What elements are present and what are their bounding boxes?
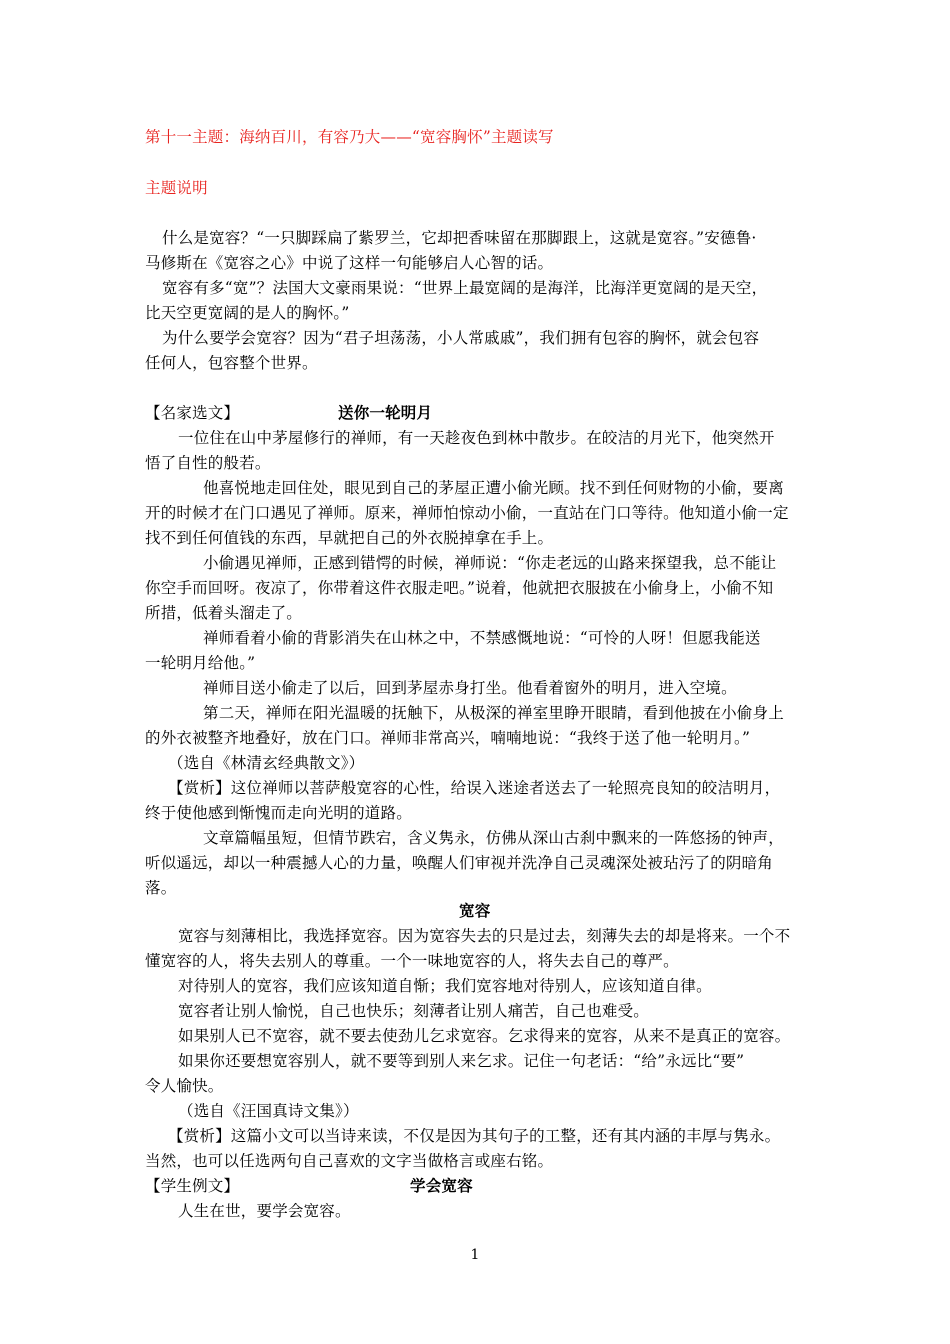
intro-line: 宽容有多“宽”？法国大文豪雨果说：“世界上最宽阔的是海洋，比海洋更宽阔的是天空， [162, 279, 768, 297]
commentary-line: 听似遥远，却以一种震撼人心的力量，唤醒人们审视并洗净自己灵魂深处被玷污了的阴暗角 [145, 854, 774, 872]
commentary-line: 【赏析】这篇小文可以当诗来读，不仅是因为其句子的工整，还有其内涵的丰厚与隽永。 [168, 1127, 781, 1145]
essay-line: 令人愉快。 [145, 1077, 224, 1095]
essay-line: 找不到任何值钱的东西，早就把自己的外衣脱掉拿在手上。 [145, 529, 554, 547]
essay-line: 如果别人已不宽容，就不要去使劲儿乞求宽容。乞求得来的宽容，从来不是真正的宽容。 [178, 1027, 791, 1045]
essay-line: 一位住在山中茅屋修行的禅师，有一天趁夜色到林中散步。在皎洁的月光下，他突然开 [178, 429, 775, 447]
commentary-line: 落。 [145, 879, 177, 897]
essay-line: 第二天，禅师在阳光温暖的抚触下，从极深的禅室里睁开眼睛，看到他披在小偷身上 [203, 704, 784, 722]
essay-line: 你空手而回呀。夜凉了，你带着这件衣服走吧。”说着，他就把衣服披在小偷身上，小偷不知 [145, 579, 774, 597]
intro-line: 为什么要学会宽容？因为“君子坦荡荡，小人常戚戚”，我们拥有包容的胸怀，就会包容 [162, 329, 760, 347]
essay-line: 如果你还要想宽容别人，就不要等到别人来乞求。记住一句老话：“给”永远比“要” [178, 1052, 745, 1070]
essay-line: 禅师看着小偷的背影消失在山林之中，不禁感慨地说：“可怜的人呀！但愿我能送 [203, 629, 761, 647]
essay-line: 宽容者让别人愉悦，自己也快乐；刻薄者让别人痛苦，自己也难受。 [178, 1002, 650, 1020]
essay-line: 一轮明月给他。” [145, 654, 256, 672]
essay-line: 对待别人的宽容，我们应该知道自惭；我们宽容地对待别人，应该知道自律。 [178, 977, 712, 995]
intro-line: 什么是宽容？“一只脚踩扁了紫罗兰，它却把香味留在那脚跟上，这就是宽容。”安德鲁· [162, 229, 757, 247]
commentary-line: 终于使他感到惭愧而走向光明的道路。 [145, 804, 412, 822]
essay-line: 悟了自性的般若。 [145, 454, 271, 472]
essay-line: 开的时候才在门口遇见了禅师。原来，禅师怕惊动小偷，一直站在门口等待。他知道小偷一定 [145, 504, 789, 522]
essay-line: 他喜悦地走回住处，眼见到自己的茅屋正遭小偷光顾。找不到任何财物的小偷，要离 [203, 479, 784, 497]
commentary-line: 【赏析】这位禅师以菩萨般宽容的心性，给误入迷途者送去了一轮照亮良知的皎洁明月， [168, 779, 781, 797]
section-subtitle: 主题说明 [145, 179, 208, 197]
essay-line: 所措，低着头溜走了。 [145, 604, 303, 622]
source-note: （选自《汪国真诗文集》） [178, 1102, 359, 1120]
section3-title: 学会宽容 [410, 1176, 473, 1195]
commentary-line: 当然，也可以任选两句自己喜欢的文字当做格言或座右铭。 [145, 1152, 554, 1170]
intro-line: 马修斯在《宽容之心》中说了这样一句能够启人心智的话。 [145, 254, 554, 272]
section2-title: 宽容 [459, 901, 491, 920]
essay-line: 懂宽容的人，将失去别人的尊重。一个一味地宽容的人，将失去自己的尊严。 [145, 952, 679, 970]
intro-line: 任何人，包容整个世界。 [145, 354, 318, 372]
page-number: 1 [470, 1247, 480, 1263]
essay-line: 禅师目送小偷走了以后，回到茅屋赤身打坐。他看着窗外的明月，进入空境。 [203, 679, 737, 697]
essay-line: 小偷遇见禅师，正感到错愕的时候，禅师说：“你走老远的山路来探望我，总不能让 [203, 554, 777, 572]
section3-header [145, 1174, 810, 1198]
section3-tag: 【学生例文】 [145, 1177, 240, 1195]
page-title: 第十一主题：海纳百川，有容乃大——“宽容胸怀”主题读写 [145, 128, 554, 146]
essay-line: 的外衣被整齐地叠好，放在门口。禅师非常高兴，喃喃地说：“我终于送了他一轮明月。” [145, 729, 751, 747]
section1-header [145, 401, 810, 425]
essay-line: 宽容与刻薄相比，我选择宽容。因为宽容失去的只是过去，刻薄失去的却是将来。一个不 [178, 927, 791, 945]
section1-tag: 【名家选文】 [145, 404, 240, 422]
commentary-line: 文章篇幅虽短，但情节跌宕，含义隽永，仿佛从深山古刹中飘来的一阵悠扬的钟声， [203, 829, 784, 847]
intro-line: 比天空更宽阔的是人的胸怀。” [145, 304, 350, 322]
essay-line: 人生在世，要学会宽容。 [178, 1202, 351, 1220]
source-note: （选自《林清玄经典散文》） [168, 754, 365, 772]
section1-title: 送你一轮明月 [338, 403, 433, 422]
